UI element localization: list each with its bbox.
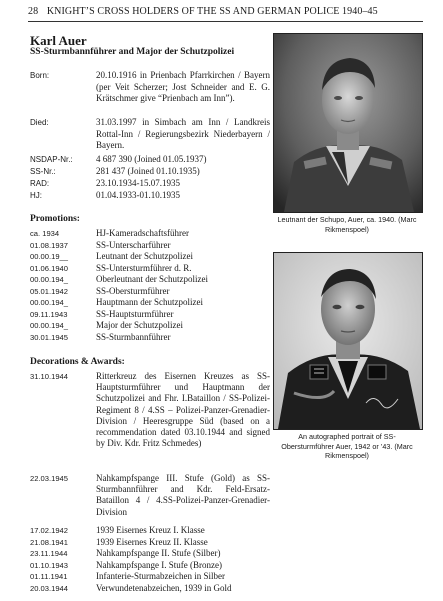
award-date: 17.02.1942 xyxy=(30,526,69,535)
promotion-rank: Major der Schutzpolizei xyxy=(96,320,183,330)
promotion-rank: SS-Obersturmführer xyxy=(96,285,170,296)
award-text: Nahkampfspange III. Stufe (Gold) as SS-Sturmbannführer and Kdr. Feld-Ersatz-Bataillon 4 / 4.SS-Polizei-Panzer-Grenadier-Division xyxy=(96,473,270,517)
award-item xyxy=(30,548,270,559)
detail-value: 31.03.1997 in Simbach am Inn / Landkreis Rottal-Inn / Regierungsbezirk Niederbayern / Bayern. xyxy=(96,117,270,150)
promotion-rank: SS-Untersturmführer d. R. xyxy=(96,262,192,273)
award-text: Nahkampfspange I. Stufe (Bronze) xyxy=(96,559,222,570)
award-item xyxy=(30,473,270,523)
award-text: Ritterkreuz des Eisernen Kreuzes as SS-Hauptsturmführer und Hauptmann der Schutzpolizei and Fhr. I.Bataillon / SS-Polizei-Regiment 8 / 4.SS – Polizei-Panzer-Grenadier-Division / Heeresgruppe Süd (based on a recommendation dated 03.10.1944 and signed by Div. Kdr. Fritz Schmedes) xyxy=(96,371,270,449)
award-date: 21.08.1941 xyxy=(30,537,69,547)
award-date: 20.03.1944 xyxy=(30,583,69,593)
promotion-date: 00.00.194_ xyxy=(30,275,69,284)
detail-value: 281 437 (Joined 01.10.1935) xyxy=(96,166,200,176)
award-text: 1939 Eisernes Kreuz I. Klasse xyxy=(96,525,205,535)
detail-value: 4 687 390 (Joined 01.05.1937) xyxy=(96,154,207,164)
award-item xyxy=(30,583,270,594)
promotion-date: 00.00.194_ xyxy=(30,298,69,307)
award-date: 01.10.1943 xyxy=(30,560,69,570)
award-item xyxy=(30,560,270,571)
award-text: 1939 Eisernes Kreuz II. Klasse xyxy=(96,536,208,547)
award-date: 22.03.1945 xyxy=(30,474,69,483)
promotion-rank: HJ-Kameradschaftsführer xyxy=(96,228,189,238)
promotion-date: ca. 1934 xyxy=(30,229,60,238)
detail-value: 20.10.1916 in Prienbach Pfarrkirchen / Bayern (per Veit Scherzer; Jost Schneider and E. G. Krätschmer give “Prienbach am Inn”). xyxy=(96,70,270,103)
detail-died xyxy=(30,117,270,151)
detail-label: Died: xyxy=(30,118,49,127)
detail-value: 01.04.1933-01.10.1935 xyxy=(96,190,180,200)
promotion-rank: Leutnant der Schutzpolizei xyxy=(96,251,193,261)
detail-born xyxy=(30,70,270,116)
promotion-date: 01.06.1940 xyxy=(30,263,69,273)
award-item xyxy=(30,525,270,536)
photo-caption: An autographed portrait of SS-Obersturmführer Auer, 1942 or ’43. (Marc Rikmenspoel) xyxy=(281,432,413,460)
book-title: KNIGHT’S CROSS HOLDERS OF THE SS AND GERMAN POLICE 1940–45 xyxy=(46,6,378,17)
award-item xyxy=(30,537,270,548)
award-item xyxy=(30,571,270,582)
detail-ss-number xyxy=(30,166,270,177)
promotion-rank: SS-Unterscharführer xyxy=(96,239,171,250)
promotion-rank: SS-Hauptsturmführer xyxy=(96,308,174,319)
person-name: Karl Auer xyxy=(30,33,87,48)
detail-label: Born: xyxy=(30,71,50,80)
portrait-photo-schupo-uniform xyxy=(273,33,423,213)
detail-label: HJ: xyxy=(30,191,42,200)
promotion-date: 09.11.1943 xyxy=(30,309,68,319)
promotion-rank: SS-Sturmbannführer xyxy=(96,331,171,342)
award-text: Infanterie-Sturmabzeichen in Silber xyxy=(96,571,225,581)
detail-nsdap xyxy=(30,154,270,165)
photo-caption: Leutnant der Schupo, Auer, ca. 1940. (Marc Rikmenspoel) xyxy=(277,215,417,234)
detail-hj xyxy=(30,190,270,201)
award-date: 31.10.1944 xyxy=(30,372,69,381)
awards-heading: Decorations & Awards: xyxy=(30,357,125,367)
promotion-date: 30.01.1945 xyxy=(30,332,69,342)
promotion-date: 05.01.1942 xyxy=(30,286,69,296)
promotions-heading: Promotions: xyxy=(30,214,80,224)
portrait-photo-ss-uniform xyxy=(273,252,423,430)
detail-label: SS-Nr.: xyxy=(30,167,56,176)
award-text: Verwundetenabzeichen, 1939 in Gold xyxy=(96,582,232,593)
person-rank: SS-Sturmbannführer and Major der Schutzpolizei xyxy=(30,47,235,57)
promotion-date: 01.08.1937 xyxy=(30,240,69,250)
award-text: Nahkampfspange II. Stufe (Silber) xyxy=(96,548,221,558)
portrait-photo-schupo-uniform-image xyxy=(274,34,422,212)
promotion-date: 00.00.19__ xyxy=(30,252,69,261)
promotion-date: 00.00.194_ xyxy=(30,321,69,330)
detail-value: 23.10.1934-15.07.1935 xyxy=(96,178,180,188)
award-date: 23.11.1944 xyxy=(30,549,68,558)
portrait-photo-ss-uniform-image xyxy=(274,253,422,429)
running-header xyxy=(28,6,423,22)
page-number: 28 xyxy=(28,6,39,17)
detail-label: NSDAP-Nr.: xyxy=(30,155,73,164)
promotion-rank: Oberleutnant der Schutzpolizei xyxy=(96,274,208,284)
promotion-rank: Hauptmann der Schutzpolizei xyxy=(96,297,203,307)
detail-label: RAD: xyxy=(30,179,50,188)
detail-rad xyxy=(30,178,270,189)
award-date: 01.11.1941 xyxy=(30,572,68,581)
award-item xyxy=(30,371,270,471)
